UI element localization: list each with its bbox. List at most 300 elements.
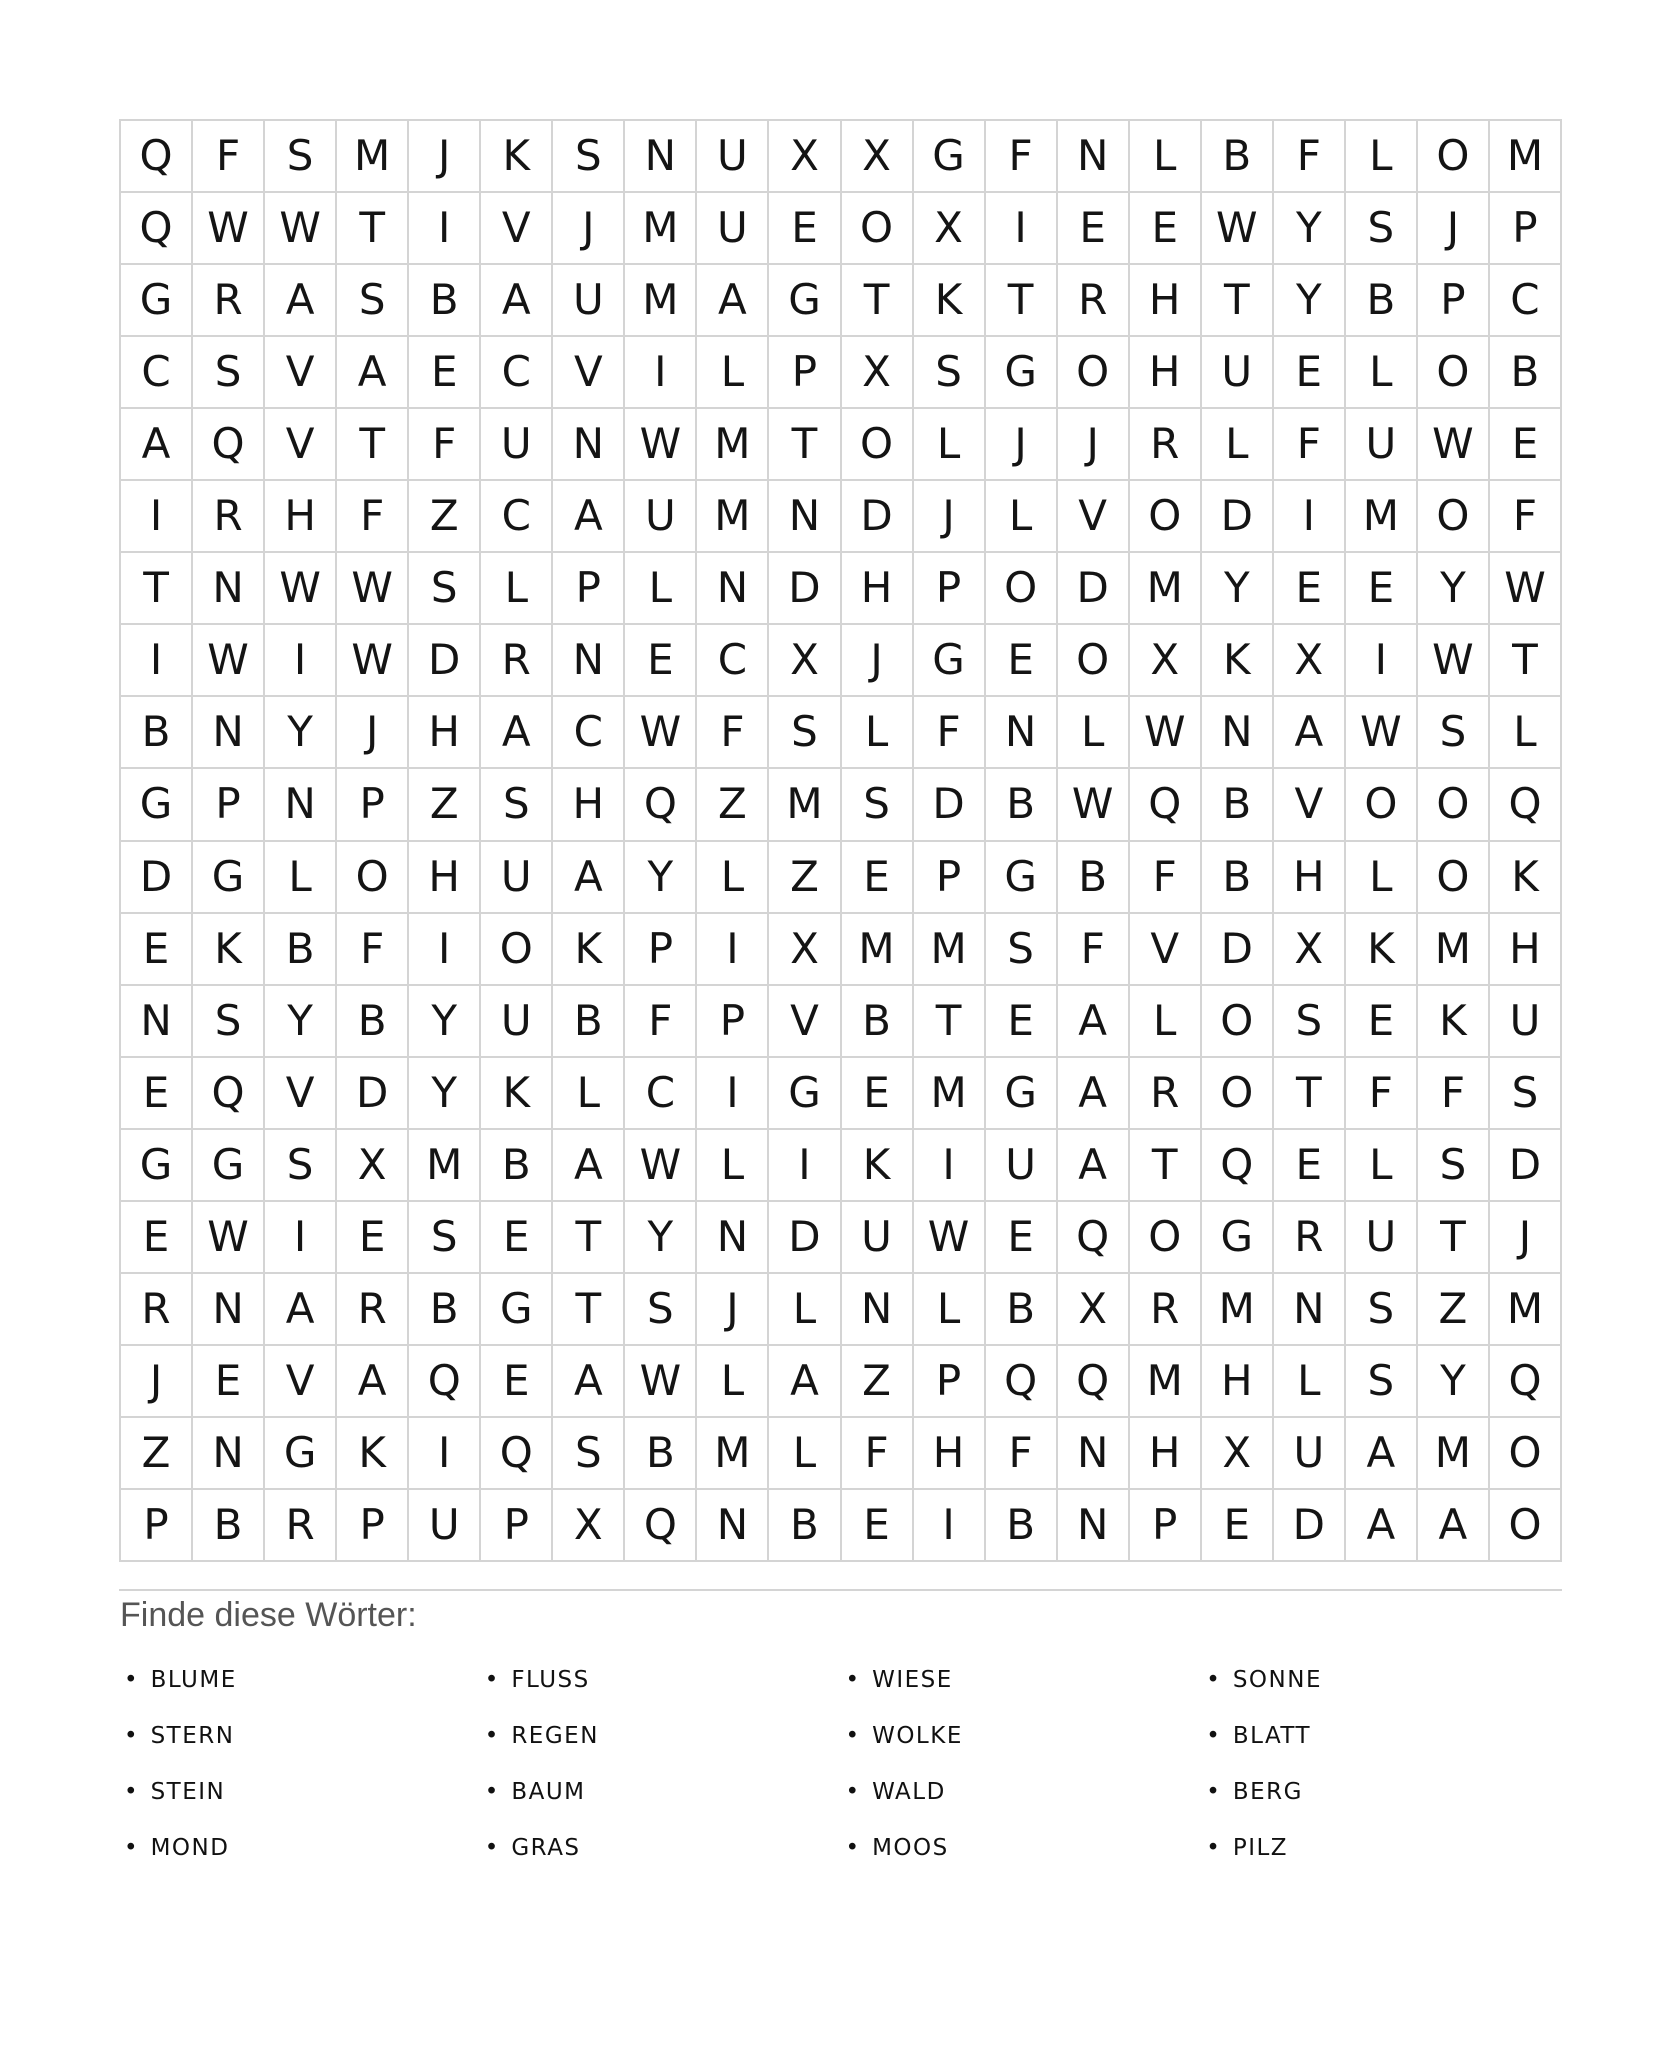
grid-cell: E xyxy=(193,1346,263,1416)
grid-cell: X xyxy=(842,337,912,407)
grid-cell: M xyxy=(914,1058,984,1128)
grid-cell: D xyxy=(1490,1130,1560,1200)
grid-cell: S xyxy=(553,121,623,191)
grid-cell: V xyxy=(265,409,335,479)
grid-cell: L xyxy=(697,1346,767,1416)
grid-cell: A xyxy=(1058,1058,1128,1128)
grid-cell: H xyxy=(265,481,335,551)
grid-cell: T xyxy=(1418,1202,1488,1272)
grid-cell: S xyxy=(1274,986,1344,1056)
grid-cell: N xyxy=(769,481,839,551)
grid-cell: H xyxy=(1490,914,1560,984)
grid-cell: P xyxy=(481,1490,551,1560)
grid-cell: W xyxy=(914,1202,984,1272)
grid-cell: W xyxy=(625,697,695,767)
grid-cell: F xyxy=(1058,914,1128,984)
grid-cell: Z xyxy=(697,769,767,839)
grid-cell: L xyxy=(1130,121,1200,191)
grid-cell: O xyxy=(1130,481,1200,551)
grid-cell: U xyxy=(1346,1202,1416,1272)
grid-cell: R xyxy=(193,265,263,335)
grid-cell: B xyxy=(121,697,191,767)
grid-cell: X xyxy=(1274,914,1344,984)
grid-cell: N xyxy=(265,769,335,839)
grid-cell: X xyxy=(553,1490,623,1560)
grid-cell: E xyxy=(1274,337,1344,407)
grid-cell: N xyxy=(1202,697,1272,767)
grid-cell: R xyxy=(1130,409,1200,479)
word-list-item xyxy=(480,1764,841,1820)
grid-cell: V xyxy=(481,193,551,263)
grid-cell: D xyxy=(409,625,479,695)
grid-cell: S xyxy=(265,1130,335,1200)
grid-cell: I xyxy=(697,914,767,984)
grid-cell: N xyxy=(193,1274,263,1344)
grid-cell: U xyxy=(553,265,623,335)
word-list-title: Finde diese Wörter: xyxy=(120,1596,417,1634)
grid-cell: M xyxy=(697,1418,767,1488)
grid-cell: L xyxy=(697,1130,767,1200)
grid-cell: X xyxy=(769,914,839,984)
grid-cell: B xyxy=(1202,121,1272,191)
grid-cell: A xyxy=(1274,697,1344,767)
grid-cell: G xyxy=(1202,1202,1272,1272)
grid-cell: I xyxy=(265,1202,335,1272)
grid-cell: B xyxy=(337,986,407,1056)
grid-cell: K xyxy=(1346,914,1416,984)
grid-cell: Y xyxy=(1418,553,1488,623)
grid-cell: Y xyxy=(409,1058,479,1128)
grid-cell: N xyxy=(697,1202,767,1272)
grid-cell: V xyxy=(265,1058,335,1128)
grid-cell: I xyxy=(914,1490,984,1560)
grid-cell: S xyxy=(1490,1058,1560,1128)
grid-cell: G xyxy=(769,1058,839,1128)
grid-cell: E xyxy=(986,625,1056,695)
word-list xyxy=(119,1652,1562,1876)
grid-cell: L xyxy=(842,697,912,767)
grid-cell: V xyxy=(265,1346,335,1416)
word-list-item xyxy=(1201,1652,1562,1708)
grid-cell: R xyxy=(121,1274,191,1344)
grid-cell: S xyxy=(1346,193,1416,263)
word-label: BLATT xyxy=(1232,1723,1312,1749)
grid-cell: B xyxy=(193,1490,263,1560)
grid-cell: S xyxy=(193,337,263,407)
grid-cell: N xyxy=(553,625,623,695)
grid-cell: J xyxy=(986,409,1056,479)
grid-cell: E xyxy=(1202,1490,1272,1560)
grid-cell: E xyxy=(842,842,912,912)
grid-cell: O xyxy=(1418,481,1488,551)
grid-cell: K xyxy=(337,1418,407,1488)
grid-cell: N xyxy=(193,1418,263,1488)
grid-cell: E xyxy=(842,1058,912,1128)
grid-cell: E xyxy=(1346,553,1416,623)
grid-cell: I xyxy=(1274,481,1344,551)
word-label: WOLKE xyxy=(872,1723,963,1749)
grid-cell: G xyxy=(121,769,191,839)
word-label: REGEN xyxy=(511,1723,599,1749)
bullet-icon: • xyxy=(484,1779,499,1805)
grid-cell: X xyxy=(769,625,839,695)
grid-cell: U xyxy=(481,842,551,912)
grid-cell: N xyxy=(1058,1490,1128,1560)
grid-cell: B xyxy=(1490,337,1560,407)
grid-cell: M xyxy=(769,769,839,839)
grid-cell: Q xyxy=(1058,1346,1128,1416)
grid-cell: E xyxy=(1274,553,1344,623)
grid-cell: Y xyxy=(1418,1346,1488,1416)
grid-cell: H xyxy=(1130,265,1200,335)
grid-cell: D xyxy=(914,769,984,839)
grid-cell: X xyxy=(1202,1418,1272,1488)
grid-cell: B xyxy=(481,1130,551,1200)
grid-cell: E xyxy=(121,914,191,984)
grid-cell: C xyxy=(1490,265,1560,335)
grid-cell: M xyxy=(697,481,767,551)
grid-cell: L xyxy=(1346,337,1416,407)
grid-cell: A xyxy=(769,1346,839,1416)
grid-cell: P xyxy=(914,553,984,623)
grid-cell: N xyxy=(842,1274,912,1344)
grid-cell: L xyxy=(1130,986,1200,1056)
grid-cell: N xyxy=(553,409,623,479)
grid-cell: T xyxy=(1490,625,1560,695)
grid-cell: K xyxy=(914,265,984,335)
grid-cell: W xyxy=(1130,697,1200,767)
grid-cell: L xyxy=(625,553,695,623)
separator-line xyxy=(119,1589,1562,1591)
grid-cell: Y xyxy=(625,842,695,912)
grid-cell: Y xyxy=(1274,193,1344,263)
grid-cell: Y xyxy=(625,1202,695,1272)
grid-cell: Z xyxy=(769,842,839,912)
grid-cell: V xyxy=(1130,914,1200,984)
grid-cell: P xyxy=(697,986,767,1056)
word-label: STEIN xyxy=(150,1779,226,1805)
grid-cell: J xyxy=(697,1274,767,1344)
grid-cell: B xyxy=(1058,842,1128,912)
grid-cell: Z xyxy=(842,1346,912,1416)
grid-cell: P xyxy=(1490,193,1560,263)
bullet-icon: • xyxy=(1206,1835,1220,1861)
grid-cell: M xyxy=(337,121,407,191)
grid-cell: A xyxy=(1058,986,1128,1056)
grid-cell: A xyxy=(481,697,551,767)
grid-cell: J xyxy=(1058,409,1128,479)
grid-cell: L xyxy=(1346,121,1416,191)
grid-cell: P xyxy=(337,769,407,839)
word-list-item xyxy=(841,1708,1202,1764)
grid-cell: D xyxy=(769,1202,839,1272)
grid-cell: Y xyxy=(265,697,335,767)
grid-cell: F xyxy=(1274,409,1344,479)
grid-cell: F xyxy=(1130,842,1200,912)
grid-cell: O xyxy=(1202,1058,1272,1128)
grid-cell: E xyxy=(625,625,695,695)
grid-cell: Y xyxy=(265,986,335,1056)
grid-cell: L xyxy=(1202,409,1272,479)
grid-cell: E xyxy=(986,1202,1056,1272)
grid-cell: S xyxy=(1418,697,1488,767)
grid-cell: P xyxy=(1418,265,1488,335)
grid-cell: B xyxy=(409,265,479,335)
grid-cell: S xyxy=(1346,1346,1416,1416)
grid-cell: S xyxy=(193,986,263,1056)
grid-cell: R xyxy=(1130,1058,1200,1128)
grid-cell: B xyxy=(986,1274,1056,1344)
grid-cell: O xyxy=(1490,1490,1560,1560)
grid-cell: Q xyxy=(193,409,263,479)
grid-cell: A xyxy=(553,842,623,912)
grid-cell: I xyxy=(265,625,335,695)
grid-cell: E xyxy=(121,1058,191,1128)
grid-cell: C xyxy=(697,625,767,695)
grid-cell: A xyxy=(1418,1490,1488,1560)
word-label: STERN xyxy=(150,1723,235,1749)
grid-cell: Q xyxy=(409,1346,479,1416)
grid-cell: J xyxy=(553,193,623,263)
grid-cell: R xyxy=(193,481,263,551)
grid-cell: L xyxy=(697,337,767,407)
grid-cell: J xyxy=(409,121,479,191)
grid-cell: Q xyxy=(121,193,191,263)
grid-cell: S xyxy=(1418,1130,1488,1200)
grid-cell: L xyxy=(553,1058,623,1128)
grid-cell: S xyxy=(1346,1274,1416,1344)
word-label: WALD xyxy=(872,1779,946,1805)
grid-cell: M xyxy=(1418,914,1488,984)
grid-cell: W xyxy=(625,1346,695,1416)
bullet-icon: • xyxy=(484,1667,499,1693)
grid-cell: I xyxy=(1346,625,1416,695)
grid-cell: O xyxy=(1418,842,1488,912)
grid-cell: K xyxy=(481,121,551,191)
grid-cell: W xyxy=(193,625,263,695)
grid-cell: L xyxy=(769,1418,839,1488)
grid-cell: Q xyxy=(1202,1130,1272,1200)
grid-cell: K xyxy=(1202,625,1272,695)
grid-cell: S xyxy=(265,121,335,191)
grid-cell: P xyxy=(337,1490,407,1560)
bullet-icon: • xyxy=(1206,1667,1220,1693)
grid-cell: M xyxy=(625,265,695,335)
grid-cell: Q xyxy=(1490,769,1560,839)
grid-cell: K xyxy=(1490,842,1560,912)
grid-cell: W xyxy=(1418,409,1488,479)
grid-cell: S xyxy=(337,265,407,335)
grid-cell: N xyxy=(121,986,191,1056)
grid-cell: F xyxy=(337,481,407,551)
grid-cell: O xyxy=(481,914,551,984)
word-list-item xyxy=(119,1708,480,1764)
word-label: BAUM xyxy=(511,1779,586,1805)
grid-cell: I xyxy=(986,193,1056,263)
grid-cell: L xyxy=(1346,1130,1416,1200)
grid-cell: O xyxy=(1490,1418,1560,1488)
grid-cell: D xyxy=(1274,1490,1344,1560)
grid-cell: V xyxy=(553,337,623,407)
grid-cell: E xyxy=(769,193,839,263)
grid-cell: Q xyxy=(481,1418,551,1488)
grid-cell: A xyxy=(337,1346,407,1416)
grid-cell: T xyxy=(769,409,839,479)
grid-cell: T xyxy=(986,265,1056,335)
grid-cell: Z xyxy=(409,481,479,551)
word-label: MOOS xyxy=(872,1835,949,1861)
grid-cell: T xyxy=(1274,1058,1344,1128)
grid-cell: W xyxy=(337,625,407,695)
grid-cell: K xyxy=(553,914,623,984)
grid-cell: L xyxy=(1346,842,1416,912)
grid-cell: V xyxy=(265,337,335,407)
grid-cell: M xyxy=(625,193,695,263)
grid-cell: L xyxy=(1058,697,1128,767)
grid-cell: Q xyxy=(625,1490,695,1560)
grid-cell: A xyxy=(1346,1490,1416,1560)
grid-cell: E xyxy=(481,1202,551,1272)
grid-cell: F xyxy=(409,409,479,479)
word-label: PILZ xyxy=(1232,1835,1289,1861)
grid-cell: F xyxy=(697,697,767,767)
word-list-item xyxy=(119,1764,480,1820)
grid-cell: M xyxy=(1130,1346,1200,1416)
grid-cell: M xyxy=(1202,1274,1272,1344)
grid-cell: P xyxy=(1130,1490,1200,1560)
grid-cell: U xyxy=(1490,986,1560,1056)
grid-cell: X xyxy=(1274,625,1344,695)
grid-cell: G xyxy=(193,842,263,912)
grid-cell: Z xyxy=(409,769,479,839)
grid-cell: D xyxy=(1202,481,1272,551)
grid-cell: G xyxy=(986,337,1056,407)
grid-cell: H xyxy=(1130,1418,1200,1488)
grid-cell: E xyxy=(409,337,479,407)
word-search-grid xyxy=(119,119,1562,1562)
grid-cell: A xyxy=(481,265,551,335)
grid-cell: F xyxy=(842,1418,912,1488)
grid-cell: L xyxy=(914,1274,984,1344)
grid-cell: U xyxy=(697,193,767,263)
grid-cell: G xyxy=(481,1274,551,1344)
grid-cell: N xyxy=(1058,1418,1128,1488)
grid-cell: O xyxy=(842,193,912,263)
grid-cell: T xyxy=(121,553,191,623)
grid-cell: W xyxy=(1346,697,1416,767)
word-list-item xyxy=(119,1652,480,1708)
grid-cell: O xyxy=(1130,1202,1200,1272)
grid-cell: U xyxy=(625,481,695,551)
grid-cell: M xyxy=(409,1130,479,1200)
grid-cell: F xyxy=(986,1418,1056,1488)
grid-cell: T xyxy=(1130,1130,1200,1200)
grid-cell: A xyxy=(265,265,335,335)
bullet-icon: • xyxy=(845,1723,860,1749)
grid-cell: F xyxy=(337,914,407,984)
grid-cell: F xyxy=(1274,121,1344,191)
grid-cell: H xyxy=(1130,337,1200,407)
grid-cell: W xyxy=(1490,553,1560,623)
bullet-icon: • xyxy=(124,1723,138,1749)
grid-cell: A xyxy=(1058,1130,1128,1200)
grid-cell: F xyxy=(1418,1058,1488,1128)
grid-cell: H xyxy=(409,842,479,912)
grid-cell: A xyxy=(553,481,623,551)
grid-cell: M xyxy=(914,914,984,984)
bullet-icon: • xyxy=(1206,1723,1220,1749)
grid-cell: J xyxy=(121,1346,191,1416)
grid-cell: C xyxy=(481,481,551,551)
grid-cell: S xyxy=(553,1418,623,1488)
grid-cell: T xyxy=(337,409,407,479)
grid-cell: W xyxy=(265,193,335,263)
grid-cell: H xyxy=(553,769,623,839)
grid-cell: G xyxy=(769,265,839,335)
grid-cell: F xyxy=(625,986,695,1056)
grid-cell: F xyxy=(1490,481,1560,551)
grid-cell: I xyxy=(914,1130,984,1200)
grid-cell: S xyxy=(842,769,912,839)
grid-cell: Z xyxy=(1418,1274,1488,1344)
grid-cell: W xyxy=(1418,625,1488,695)
grid-cell: W xyxy=(193,1202,263,1272)
grid-cell: W xyxy=(625,1130,695,1200)
bullet-icon: • xyxy=(484,1723,499,1749)
grid-cell: M xyxy=(842,914,912,984)
grid-cell: W xyxy=(1058,769,1128,839)
grid-cell: S xyxy=(914,337,984,407)
grid-cell: N xyxy=(697,1490,767,1560)
word-label: BLUME xyxy=(150,1667,237,1693)
grid-cell: D xyxy=(121,842,191,912)
grid-cell: M xyxy=(1346,481,1416,551)
grid-cell: G xyxy=(914,625,984,695)
grid-cell: X xyxy=(1058,1274,1128,1344)
grid-cell: G xyxy=(986,1058,1056,1128)
grid-cell: R xyxy=(481,625,551,695)
grid-cell: C xyxy=(481,337,551,407)
grid-cell: S xyxy=(986,914,1056,984)
grid-cell: Y xyxy=(1274,265,1344,335)
word-list-item xyxy=(480,1820,841,1876)
grid-cell: S xyxy=(409,1202,479,1272)
bullet-icon: • xyxy=(124,1667,138,1693)
grid-cell: A xyxy=(337,337,407,407)
word-label: BERG xyxy=(1232,1779,1303,1805)
grid-cell: D xyxy=(337,1058,407,1128)
grid-cell: S xyxy=(409,553,479,623)
grid-cell: E xyxy=(481,1346,551,1416)
grid-cell: O xyxy=(1058,625,1128,695)
grid-cell: Q xyxy=(1130,769,1200,839)
grid-cell: F xyxy=(914,697,984,767)
grid-cell: K xyxy=(193,914,263,984)
grid-cell: F xyxy=(1346,1058,1416,1128)
grid-cell: T xyxy=(553,1274,623,1344)
grid-cell: W xyxy=(625,409,695,479)
grid-cell: J xyxy=(842,625,912,695)
grid-cell: X xyxy=(337,1130,407,1200)
grid-cell: G xyxy=(986,842,1056,912)
grid-cell: L xyxy=(697,842,767,912)
grid-cell: O xyxy=(842,409,912,479)
grid-cell: G xyxy=(265,1418,335,1488)
grid-cell: O xyxy=(1058,337,1128,407)
grid-cell: P xyxy=(553,553,623,623)
grid-cell: Q xyxy=(121,121,191,191)
grid-cell: B xyxy=(1346,265,1416,335)
